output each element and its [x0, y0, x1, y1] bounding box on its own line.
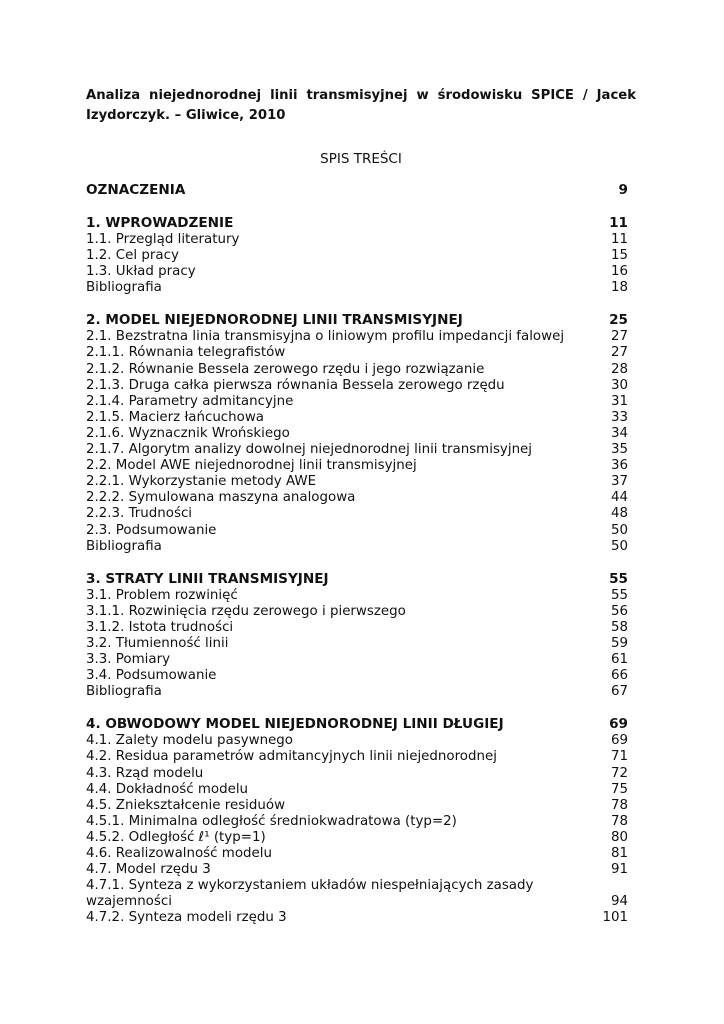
- toc-entry[interactable]: 4.3. Rząd modelu 72: [86, 765, 628, 781]
- toc-entry[interactable]: 3.1.2. Istota trudności 58: [86, 619, 628, 635]
- toc-entry[interactable]: 2.2.3. Trudności 48: [86, 506, 628, 522]
- toc-entry[interactable]: 3.4. Podsumowanie 66: [86, 668, 628, 684]
- toc-entry[interactable]: 3.1. Problem rozwinięć 55: [86, 587, 628, 603]
- toc-entry[interactable]: 3.1.1. Rozwinięcia rzędu zerowego i pierwszego 56: [86, 603, 628, 619]
- toc-entry[interactable]: 2.1.7. Algorytm analizy dowolnej niejednorodnej linii transmisyjnej 35: [86, 442, 628, 458]
- toc-entry[interactable]: 4.7.1. Synteza z wykorzystaniem układów niespełniających zasady wzajemności 94: [86, 878, 628, 910]
- toc-entry[interactable]: 2.1. Bezstratna linia transmisyjna o liniowym profilu impedancji falowej 27: [86, 329, 628, 345]
- toc-entry[interactable]: 2.1.1. Równania telegrafistów 27: [86, 345, 628, 361]
- toc-entry[interactable]: 2.1.4. Parametry admitancyjne 31: [86, 393, 628, 409]
- toc-entry[interactable]: 4.7. Model rzędu 3 91: [86, 862, 628, 878]
- toc-entry[interactable]: 4.5.2. Odległość ℓ¹ (typ=1) 80: [86, 829, 628, 845]
- toc-entry[interactable]: 4.4. Dokładność modelu 75: [86, 781, 628, 797]
- toc-entry[interactable]: 4.5.1. Minimalna odległość średniokwadratowa (typ=2) 78: [86, 813, 628, 829]
- toc-entry[interactable]: 1.1. Przegląd literatury 11: [86, 232, 628, 247]
- toc-entry[interactable]: 4.7.2. Synteza modeli rzędu 3 101: [86, 910, 628, 926]
- toc-chapter-4[interactable]: 4. OBWODOWY MODEL NIEJEDNORODNEJ LINII DŁUGIEJ 69: [86, 716, 628, 733]
- toc-entry[interactable]: 2.3. Podsumowanie 50: [86, 522, 628, 538]
- toc-entry[interactable]: 2.2.2. Symulowana maszyna analogowa 44: [86, 490, 628, 506]
- toc-entry[interactable]: 4.5. Zniekształcenie residuów 78: [86, 797, 628, 813]
- toc-entry[interactable]: 4.1. Zalety modelu pasywnego 69: [86, 733, 628, 749]
- document-heading: Analiza niejednorodnej linii transmisyjnej w środowisku SPICE / Jacek Izydorczyk. – Gliwice, 2010: [86, 88, 636, 123]
- toc-entry[interactable]: 2.1.3. Druga całka pierwsza równania Bessela zerowego rzędu 30: [86, 377, 628, 393]
- toc-entry[interactable]: 2.2. Model AWE niejednorodnej linii transmisyjnej 36: [86, 458, 628, 474]
- toc-entry[interactable]: 1.2. Cel pracy 15: [86, 248, 628, 264]
- toc-entry[interactable]: 3.2. Tłumienność linii 59: [86, 635, 628, 651]
- toc-chapter-1[interactable]: 1. WPROWADZENIE 11: [86, 215, 628, 231]
- toc-entry[interactable]: Bibliografia 67: [86, 684, 628, 700]
- toc-entry[interactable]: 2.2.1. Wykorzystanie metody AWE 37: [86, 474, 628, 490]
- toc-entry[interactable]: 3.3. Pomiary 61: [86, 652, 628, 668]
- toc-entry[interactable]: 4.6. Realizowalność modelu 81: [86, 846, 628, 861]
- toc-title: SPIS TREŚCI: [320, 151, 402, 167]
- toc-entry[interactable]: 2.1.6. Wyznacznik Wrońskiego 34: [86, 425, 628, 441]
- toc-entry[interactable]: 4.2. Residua parametrów admitancyjnych linii niejednorodnej 71: [86, 749, 628, 765]
- toc-entry[interactable]: 2.1.5. Macierz łańcuchowa 33: [86, 409, 628, 425]
- toc-chapter-3[interactable]: 3. STRATY LINII TRANSMISYJNEJ 55: [86, 570, 628, 587]
- toc-entry[interactable]: Bibliografia 50: [86, 538, 628, 554]
- toc-chapter-2[interactable]: 2. MODEL NIEJEDNORODNEJ LINII TRANSMISYJNEJ 25: [86, 312, 628, 329]
- toc-entry[interactable]: Bibliografia 18: [86, 280, 628, 296]
- table-of-contents: [86, 182, 628, 926]
- toc-entry-oznaczenia[interactable]: OZNACZENIA 9: [86, 182, 628, 198]
- toc-entry[interactable]: 2.1.2. Równanie Bessela zerowego rzędu i jego rozwiązanie 28: [86, 361, 628, 377]
- toc-entry[interactable]: 1.3. Układ pracy 16: [86, 264, 628, 280]
